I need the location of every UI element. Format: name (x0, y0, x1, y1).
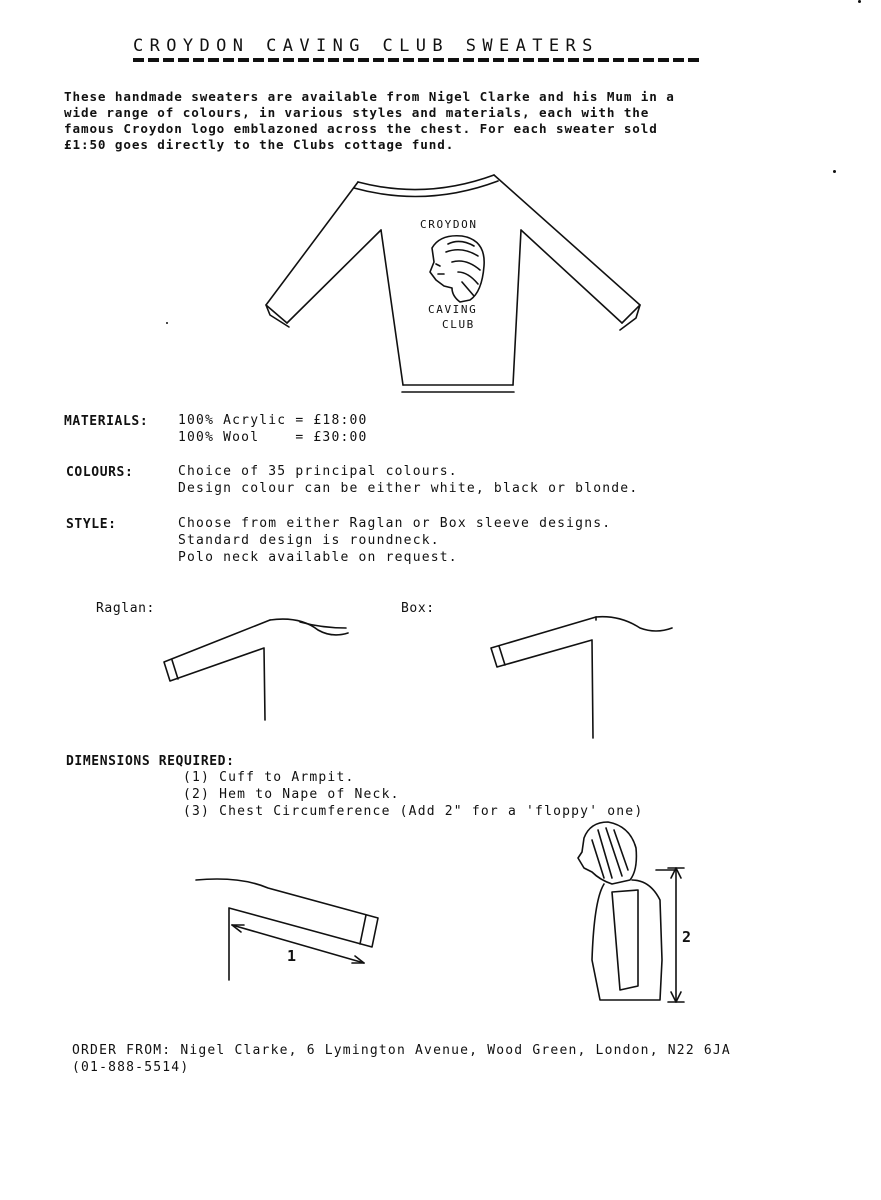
dimension-marker-1: 1 (287, 947, 297, 965)
scan-speck (833, 170, 836, 173)
intro-line: These handmade sweaters are available from Nigel Clarke and his Mum in a (64, 89, 675, 104)
intro-line: famous Croydon logo emblazoned across the chest. For each sweater sold (64, 121, 658, 136)
scan-speck (166, 322, 168, 324)
style-line: Standard design is roundneck. (178, 533, 440, 548)
style-line: Polo neck available on request. (178, 550, 458, 565)
logo-text-bottom: CLUB (442, 318, 475, 331)
order-phone: (01-888-5514) (72, 1060, 190, 1075)
dimensions-label: DIMENSIONS REQUIRED: (66, 754, 235, 769)
colours-label: COLOURS: (66, 465, 134, 480)
order-block (72, 1042, 731, 1076)
order-address: ORDER FROM: Nigel Clarke, 6 Lymington Avenue, Wood Green, London, N22 6JA (72, 1043, 731, 1058)
dimension-marker-2: 2 (682, 928, 692, 946)
materials-label: MATERIALS: (64, 414, 149, 429)
box-label: Box: (401, 601, 435, 616)
dimension-line: (1) Cuff to Armpit. (183, 770, 355, 785)
dimension-line: (2) Hem to Nape of Neck. (183, 787, 400, 802)
page-title: CROYDON CAVING CLUB SWEATERS (133, 36, 599, 56)
colours-line: Choice of 35 principal colours. (178, 464, 458, 479)
colours-line: Design colour can be either white, black or blonde. (178, 481, 639, 496)
logo-text-top: CROYDON (420, 218, 478, 231)
dimension-line: (3) Chest Circumference (Add 2" for a 'floppy' one) (183, 804, 644, 819)
materials-acrylic-price: 100% Acrylic = £18:00 (178, 413, 368, 428)
logo-text-middle: CAVING (428, 303, 478, 316)
style-label: STYLE: (66, 517, 117, 532)
style-line: Choose from either Raglan or Box sleeve designs. (178, 516, 612, 531)
person-profile-icon (578, 822, 684, 1002)
intro-line: wide range of colours, in various styles and materials, each with the (64, 105, 650, 120)
intro-line: £1:50 goes directly to the Clubs cottage fund. (64, 137, 455, 152)
raglan-label: Raglan: (96, 601, 155, 616)
scan-speck (858, 0, 861, 3)
materials-wool-price: 100% Wool = £30:00 (178, 430, 368, 445)
